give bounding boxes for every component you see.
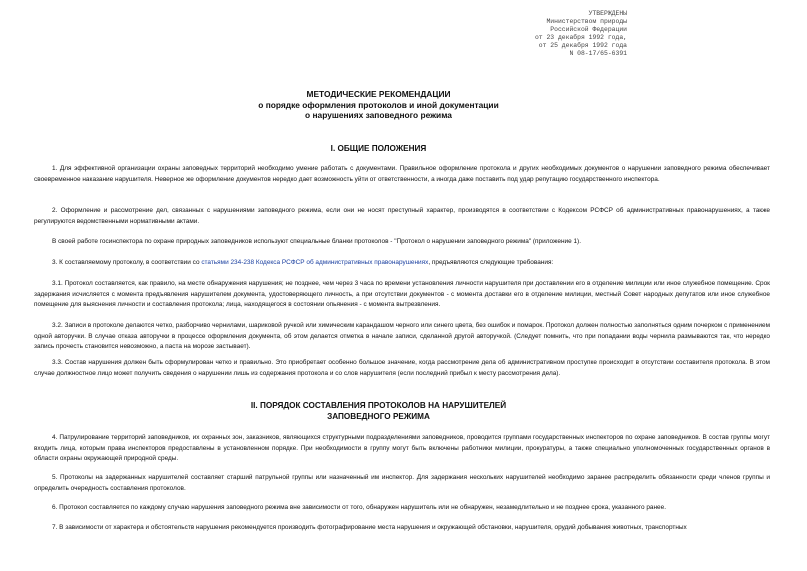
paragraph-4: 4. Патрулирование территорий заповедников, их охранных зон, заказников, являющихся структурными подразделениями заповедников, проводится группами государственных инспекторов по охране заповедников. В состав группы могут входить лица, которым права инспекторов предоставлены в установленном порядке. При необходимости в группу могут быть включены работники милиции, прокуратуры, а также специально уполномоченных государственных органов в области охраны окружающей природной среды. [34, 434, 770, 462]
paragraph-7: 7. В зависимости от характера и обстоятельств нарушения рекомендуется производить фотографирование места нарушения и окружающей обстановки, нарушителя, орудий добывания животных, транспортных [52, 524, 687, 531]
approval-line: Министерством природы [546, 17, 627, 25]
paragraph-forms: В своей работе госинспектора по охране природных заповедников используют специальные бланки протоколов - "Протокол о нарушении заповедного режима" (приложение 1). [52, 238, 581, 245]
paragraph-3-1: 3.1. Протокол составляется, как правило, на месте обнаружения нарушения; не позднее, чем через 3 часа по времени установления личности нарушителя при доставлении его в отделение милиции или иное служебное помещение. Срок задержания исчисляется с момента предъявления нарушителем документа, удостоверяющего личность, а при отсутствии документов - с момента доставки его в отделение милиции, местный Совет народных депутатов или иное служебное помещение для выяснения личности и составления протокола; лица, находящегося в состоянии опьянения - с момента вытрезвления. [34, 280, 770, 308]
section-2-heading [0, 401, 757, 422]
document-title-line-1: МЕТОДИЧЕСКИЕ РЕКОМЕНДАЦИИ [306, 89, 451, 99]
paragraph-6: 6. Протокол составляется по каждому случаю нарушения заповедного режима вне зависимости от того, обнаружен нарушитель или не обнаружен, незамедлительно и не позднее срока, указанного ранее. [52, 504, 667, 511]
approval-stamp [535, 10, 627, 57]
section-2-heading-line-2: ЗАПОВЕДНОГО РЕЖИМА [327, 411, 430, 421]
document-title-line-3: о нарушениях заповедного режима [305, 110, 452, 121]
approval-line: от 25 декабря 1992 года [538, 41, 627, 49]
approval-line: N 08-17/65-6391 [569, 49, 627, 57]
approval-line: Российской Федерации [550, 25, 627, 33]
paragraph-2: 2. Оформление и рассмотрение дел, связанных с нарушениями заповедного режима, если они не носят преступный характер, производятся в соответствии с Кодексом РСФСР об административных правонарушениях, а также регулируются ведомственными нормативными актами. [34, 207, 770, 225]
document-title-line-2: о порядке оформления протоколов и иной документации [258, 99, 499, 110]
approval-line: УТВЕРЖДЕНЫ [588, 10, 627, 17]
section-2-heading-line-1: II. ПОРЯДОК СОСТАВЛЕНИЯ ПРОТОКОЛОВ НА НАРУШИТЕЛЕЙ [250, 401, 507, 410]
paragraph-3 [34, 258, 770, 269]
paragraph-5: 5. Протоколы на задержанных нарушителей составляет старший патрульной группы или назначенный им инспектор. Для задержания нескольких нарушителей необходимо заранее распределить обязанности среди членов группы и определить очередность составления протоколов. [34, 474, 770, 492]
paragraph-3-3: 3.3. Состав нарушения должен быть сформулирован четко и правильно. Это приобретает особенно большое значение, когда рассмотрение дела об административном проступке происходит в отсутствии составителя протокола. В этом случае должностное лицо может получить сведения о нарушении лишь из содержания протокола и со слов нарушителя (если последний прибыл к месту рассмотрения дела). [34, 359, 770, 377]
paragraph-1: 1. Для эффективной организации охраны заповедных территорий необходимо умение работать с документами. Правильное оформление протокола и других необходимых документов о нарушении заповедного режима обеспечивает своевременное наказание нарушителя. Неверное же оформление документов нередко дает возможность уйти от ответственности, а иногда даже поставить под удар репутацию государственного инспектора. [34, 165, 770, 183]
section-1-heading: I. ОБЩИЕ ПОЛОЖЕНИЯ [330, 144, 427, 153]
paragraph-3-2: 3.2. Записи в протоколе делаются четко, разборчиво чернилами, шариковой ручкой или химическим карандашом черного или синего цвета, без ошибок и помарок. Протокол должен полностью заполняться одним почерком с применением одной авторучки. В случае отказа авторучки в процессе оформления документа, об этом делается отметка в начале записи, сделанной другой авторучкой. (Следует помнить, что при попадании воды чернила размываются так, что нередко запись прочесть становится невозможно, а паста на морозе застывает). [34, 322, 770, 350]
document-title [0, 89, 757, 121]
paragraph-3-text-before: 3. К составляемому протоколу, в соответствии со [52, 259, 202, 266]
paragraph-3-text-after: , предъявляются следующие требования: [428, 259, 554, 266]
approval-line: от 23 декабря 1992 года, [534, 33, 627, 41]
code-articles-link[interactable]: статьями 234-238 Кодекса РСФСР об административных правонарушениях [201, 259, 429, 266]
